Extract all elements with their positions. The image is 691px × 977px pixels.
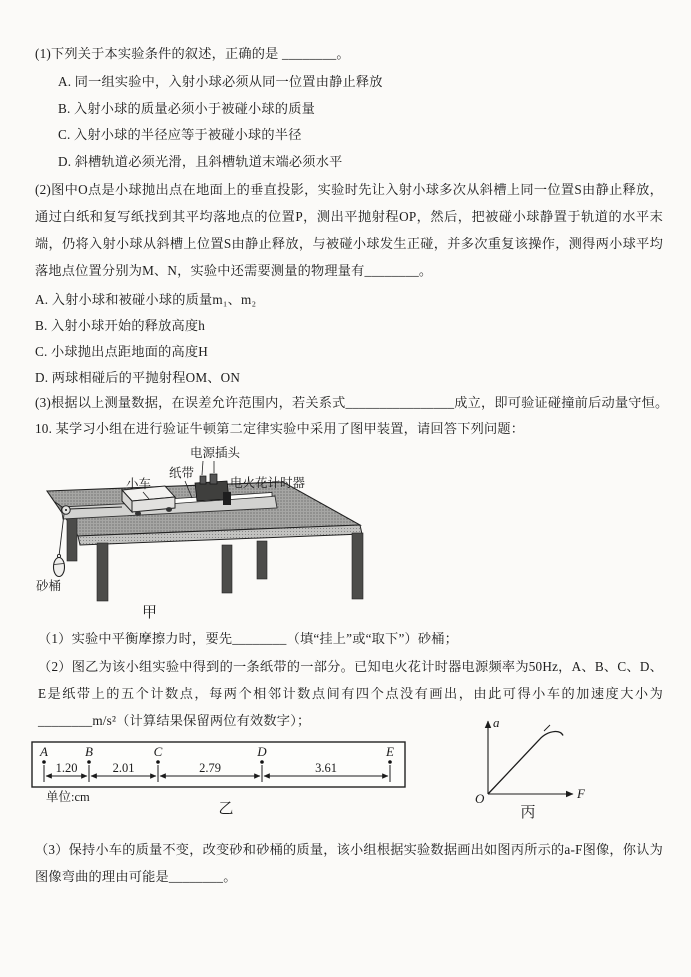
table-leg	[257, 541, 267, 579]
x-axis-label: F	[577, 786, 585, 801]
plug-pin	[210, 474, 217, 484]
part2-option-a: A. 入射小球和被碰小球的质量m₁、m₂	[35, 292, 257, 307]
plug-label-pointer	[202, 461, 203, 475]
figure-yi-caption: 乙	[218, 801, 234, 816]
cart-label: 小车	[126, 477, 152, 491]
interval-value: 3.61	[315, 761, 337, 775]
cart-wheel	[166, 507, 172, 512]
part1-option-d: D. 斜槽轨道必须光滑，且斜槽轨道末端必须水平	[58, 154, 343, 169]
tape-dot	[87, 760, 91, 764]
tape-label: 纸带	[169, 466, 195, 480]
tape-point-label: A	[40, 744, 48, 759]
pulley-axle	[65, 509, 67, 511]
table-leg	[67, 515, 77, 561]
apparatus-figure-jia	[25, 437, 405, 622]
q10-stem: 10. 某学习小组在进行验证牛顿第二定律实验中采用了图甲装置，请回答下列问题：	[35, 421, 525, 436]
plug-pin	[200, 476, 206, 484]
q10-sub1: （1）实验中平衡摩擦力时，要先________（填“挂上”或“取下”）砂桶；	[38, 631, 459, 646]
tape-point-label: E	[386, 744, 394, 759]
table-leg	[352, 533, 363, 599]
string-down	[59, 514, 64, 556]
sand-bucket-icon	[54, 558, 65, 577]
part1-option-b: B. 入射小球的质量必须小于被碰小球的质量	[58, 101, 315, 116]
tape-point-label: C	[153, 744, 163, 759]
plug-label: 电源插头	[190, 446, 241, 460]
tape-point-label: B	[85, 744, 93, 759]
interval-value: 2.79	[199, 761, 221, 775]
tape-dot	[156, 760, 160, 764]
spark-timer-illustration	[195, 474, 231, 505]
curve-stray-dash	[544, 725, 550, 731]
part2-stem: (2)图中O点是小球抛出点在地面上的垂直投影，实验时先让入射小球多次从斜槽上同一位置S由静止释放，通过白纸和复写纸找到其平均落地点的位置P，测出平抛射程OP，然后，把被碰小球静置于轨道的水平末端，仍将入射小球从斜槽上位置S由静止释放，与被碰小球发生正碰，并多次重复该操作，测得两小球平均落地点位置分别为M、N，实验中还需要测量的物理量有________。	[35, 182, 663, 278]
bucket-label: 砂桶	[36, 579, 62, 593]
timer-label: 电火花计时器	[230, 476, 306, 490]
figure-bing-caption: 丙	[520, 805, 536, 821]
cart-wheel	[135, 511, 141, 516]
part2-option-d: D. 两球相碰后的平抛射程OM、ON	[35, 370, 241, 385]
origin-label: O	[475, 791, 485, 806]
tape-figure-yi	[30, 738, 410, 816]
part1-option-c: C. 入射小球的半径应等于被碰小球的半径	[58, 127, 302, 142]
tape-unit-label: 单位:cm	[46, 790, 90, 804]
tape-dot	[388, 760, 392, 764]
timer-clamp	[223, 492, 231, 505]
part3-stem: (3)根据以上测量数据，在误差允许范围内，若关系式________________成立，即可验证碰撞前后动量守恒。	[35, 395, 669, 410]
figure-jia-caption: 甲	[142, 605, 158, 621]
part1-stem: (1)下列关于本实验条件的叙述，正确的是 ________。	[35, 46, 350, 61]
table-leg	[222, 545, 232, 593]
tape-dot	[260, 760, 264, 764]
a-F-curve	[488, 731, 563, 794]
part1-option-a: A. 同一组实验中，入射小球必须从同一位置由静止释放	[58, 74, 383, 89]
table-leg	[97, 543, 108, 601]
graph-figure-bing	[455, 700, 595, 825]
q10-sub2: （2）图乙为该小组实验中得到的一条纸带的一部分。已知电火花计时器电源频率为50Hz，A、B、C、D、E是纸带上的五个计数点，每两个相邻计数点间有四个点没有画出，由此可得小车的加速度大小为________m/s²（计算结果保留两位有效数字）；	[38, 659, 663, 728]
tape-dot	[42, 760, 46, 764]
part2-option-c: C. 小球抛出点距地面的高度H	[35, 344, 208, 359]
tape-point-label: D	[257, 744, 267, 759]
part2-option-b: B. 入射小球开始的释放高度h	[35, 318, 206, 333]
interval-value: 1.20	[55, 761, 78, 775]
interval-value: 2.01	[112, 761, 135, 775]
y-axis-label: a	[493, 715, 500, 730]
q10-sub3: （3）保持小车的质量不变，改变砂和砂桶的质量，该小组根据实验数据画出如图丙所示的a-F图像，你认为图像弯曲的理由可能是________。	[35, 842, 663, 884]
